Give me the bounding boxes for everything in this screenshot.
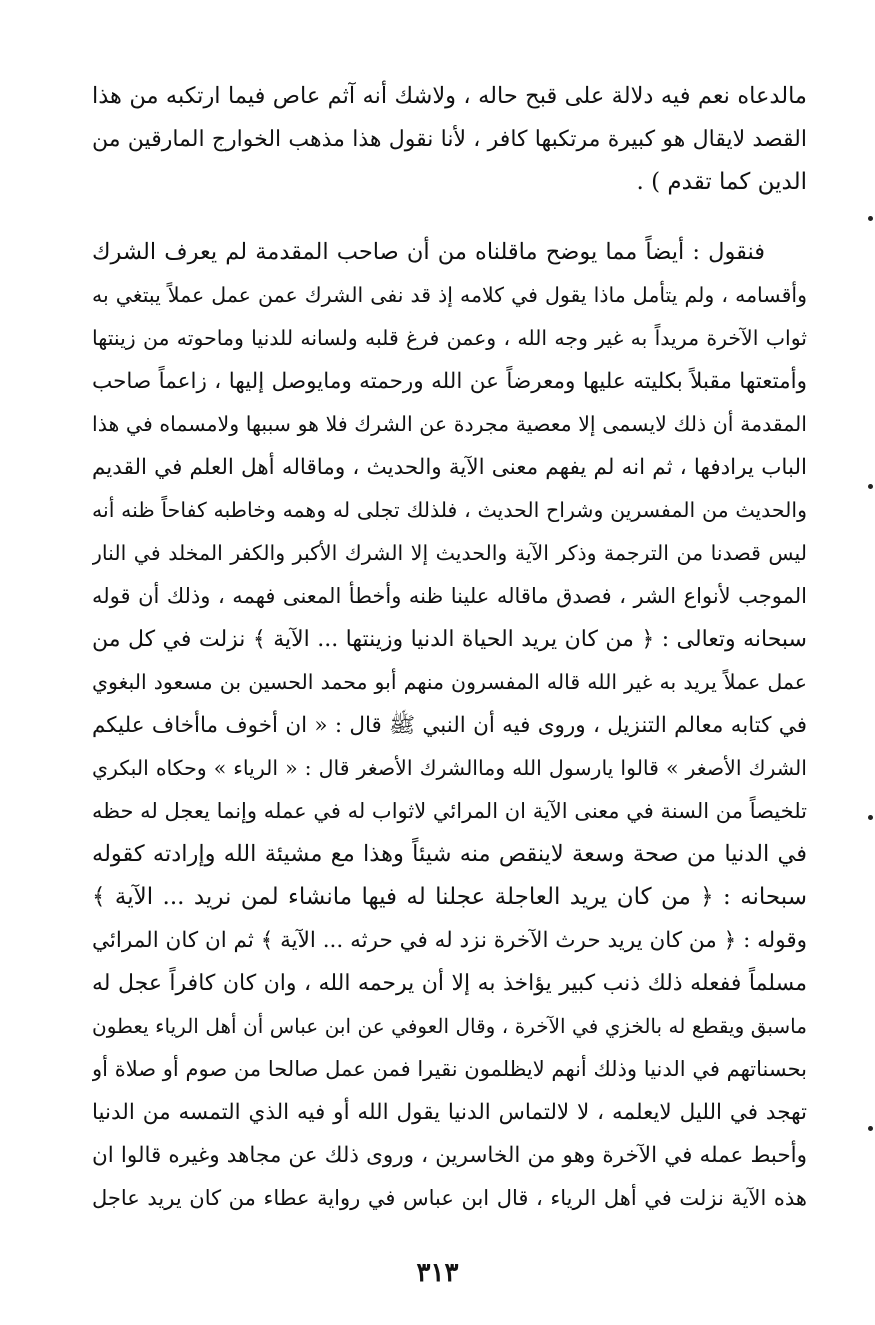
- page-number: ٣١٣: [416, 1258, 459, 1288]
- text-line: ليس قصدنا من الترجمة وذكر الآية والحديث إلا الشرك الأكبر والكفر المخلد في النار: [92, 541, 807, 565]
- text-line: عمل عملاً يريد به غير الله قاله المفسرون منهم أبو محمد الحسين بن مسعود البغوي: [92, 670, 807, 694]
- text-line: الدين كما تقدم ) .: [636, 169, 807, 195]
- text-line: المقدمة أن ذلك لايسمى إلا معصية مجردة عن الشرك فلا هو سببها ولامسماه في هذا: [92, 412, 807, 436]
- text-line: مسلماً ففعله ذلك ذنب كبير يؤاخذ به إلا أن يرحمه الله ، وان كان كافراً عجل له: [92, 971, 807, 996]
- text-line: بحسناتهم في الدنيا وذلك أنهم لايظلمون نقيرا فمن عمل صالحا من صوم أو صلاة أو: [92, 1057, 807, 1081]
- text-line: ماسبق ويقطع له بالخزي في الآخرة ، وقال العوفي عن ابن عباس أن أهل الرياء يعطون: [92, 1014, 807, 1038]
- text-line: مالدعاه نعم فيه دلالة على قبح حاله ، ولاشك أنه آثم عاص فيما ارتكبه من هذا: [92, 83, 807, 109]
- paragraph-continuation: [92, 75, 807, 204]
- text-line: القصد لايقال هو كبيرة مرتكبها كافر ، لأنا نقول هذا مذهب الخوارج المارقين من: [92, 127, 807, 152]
- text-line: وقوله : ﴿ من كان يريد حرث الآخرة نزد له في حرثه ... الآية ﴾ ثم ان كان المرائي: [92, 928, 807, 953]
- paragraph-main: [92, 231, 807, 1220]
- text-line: فنقول : أيضاً مما يوضح ماقلناه من أن صاحب المقدمة لم يعرف الشرك: [92, 239, 765, 265]
- text-line: سبحانه : ﴿ من كان يريد العاجلة عجلنا له فيها مانشاء لمن نريد ... الآية ﴾: [92, 884, 807, 910]
- text-line: الموجب لأنواع الشر ، فصدق ماقاله علينا ظنه وأخطأ المعنى فهمه ، وذلك أن قوله: [92, 584, 807, 608]
- text-line: وأحبط عمله في الآخرة وهو من الخاسرين ، وروى ذلك عن مجاهد وغيره قالوا ان: [92, 1143, 807, 1168]
- binding-hole-mark: [868, 216, 873, 221]
- text-line: وأقسامه ، ولم يتأمل ماذا يقول في كلامه إذ قد نفى الشرك عمن عمل عملاً يبتغي به: [92, 283, 807, 307]
- text-line: في الدنيا من صحة وسعة لاينقص منه شيئاً وهذا مع مشيئة الله وإرادته كقوله: [92, 841, 807, 867]
- text-line: تلخيصاً من السنة في معنى الآية ان المرائي لاثواب له في عمله وإنما يعجل له حظه: [92, 799, 807, 823]
- binding-hole-mark: [868, 815, 873, 820]
- text-line: وأمتعتها مقبلاً بكليته عليها ومعرضاً عن الله ورحمته ومايوصل إليها ، زاعماً صاحب: [92, 369, 807, 394]
- text-line: والحديث من المفسرين وشراح الحديث ، فلذلك تجلى له وهمه وخاطبه كفاحاً ظنه أنه: [92, 498, 807, 522]
- text-line: الباب يرادفها ، ثم انه لم يفهم معنى الآية والحديث ، وماقاله أهل العلم في القديم: [92, 455, 807, 480]
- text-line: تهجد في الليل لايعلمه ، لا لالتماس الدنيا يقول الله أو فيه الذي التمسه من الدنيا: [92, 1100, 807, 1125]
- text-line: في كتابه معالم التنزيل ، وروى فيه أن النبي ﷺ قال : « ان أخوف ماأخاف عليكم: [92, 713, 807, 738]
- text-line: الشرك الأصغر » قالوا يارسول الله وماالشرك الأصغر قال : « الرياء » وحكاه البكري: [92, 756, 807, 780]
- text-line: هذه الآية نزلت في أهل الرياء ، قال ابن عباس في رواية عطاء من كان يريد عاجل: [92, 1186, 807, 1210]
- text-line: سبحانه وتعالى : ﴿ من كان يريد الحياة الدنيا وزينتها ... الآية ﴾ نزلت في كل من: [92, 627, 807, 652]
- binding-hole-mark: [868, 1126, 873, 1131]
- binding-hole-mark: [868, 484, 873, 489]
- text-line: ثواب الآخرة مريداً به غير وجه الله ، وعمن فرغ قلبه ولسانه للدنيا وماحوته من زينتها: [92, 326, 807, 350]
